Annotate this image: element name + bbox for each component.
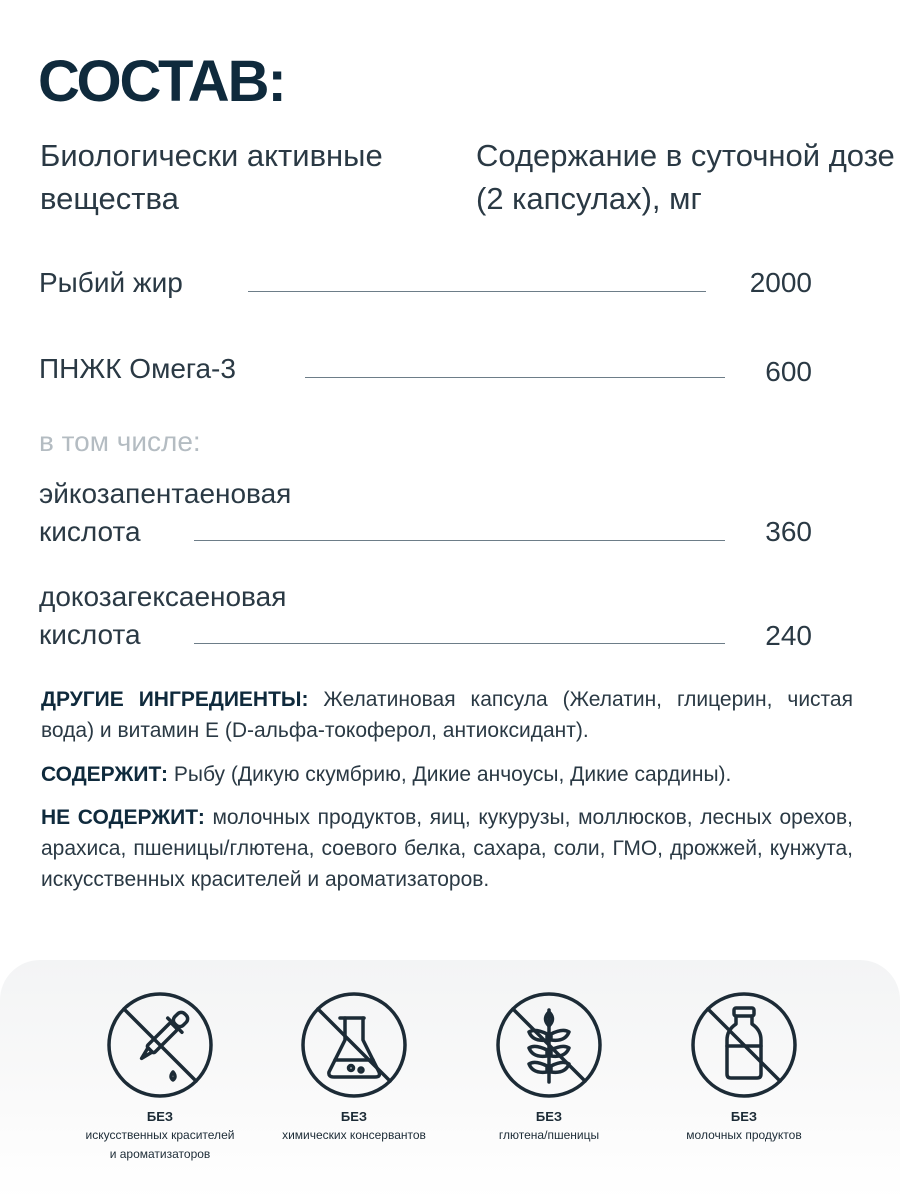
leader-line xyxy=(305,377,725,378)
badge-no-gluten xyxy=(474,990,624,1145)
badge-caption-text: молочных продуктов xyxy=(686,1128,802,1142)
page-title: СОСТАВ: xyxy=(38,49,285,114)
contains-paragraph xyxy=(41,759,853,790)
subtitle-including: в том числе: xyxy=(39,426,201,457)
other-ingredients-text: Желатиновая капсула (Желатин, глицерин, чистая вода) и витамин Е (D-альфа-токоферол, антиоксидант). xyxy=(41,688,853,742)
badge-no-dairy xyxy=(669,990,819,1145)
leader-line xyxy=(194,643,725,644)
not-contains-label: НЕ СОДЕРЖИТ: xyxy=(41,806,205,829)
contains-label: СОДЕРЖИТ: xyxy=(41,763,169,786)
row-label-omega3: ПНЖК Омега-3 xyxy=(39,353,236,384)
badge-caption-text: химических консервантов xyxy=(282,1128,426,1142)
column-header-substances: Биологически активные вещества xyxy=(40,138,383,216)
dropper-crossed-icon xyxy=(105,990,215,1100)
badge-caption-text: глютена/пшеницы xyxy=(498,1128,600,1142)
leader-line xyxy=(194,540,725,541)
badge-caption-title: БЕЗ xyxy=(340,1109,368,1124)
not-contains-paragraph xyxy=(41,802,853,895)
other-ingredients-paragraph xyxy=(41,684,853,746)
badge-caption-text: искусственных красителей и ароматизаторов xyxy=(85,1128,235,1161)
row-label-fish-oil: Рыбий жир xyxy=(39,267,183,298)
badge-caption-title: БЕЗ xyxy=(535,1109,563,1124)
badge-caption-title: БЕЗ xyxy=(730,1109,758,1124)
row-value-fish-oil: 2000 xyxy=(749,267,812,298)
flask-crossed-icon xyxy=(299,990,409,1100)
contains-text: Рыбу (Дикую скумбрию, Дикие анчоусы, Дикие сардины). xyxy=(168,763,732,786)
row-label-dha: докозагексаеновая кислота xyxy=(39,581,287,650)
row-value-epa: 360 xyxy=(765,516,812,547)
column-header-daily-dose: Содержание в суточной дозе (2 капсулах), мг xyxy=(476,138,895,216)
milk-bottle-crossed-icon xyxy=(689,990,799,1100)
not-contains-text: молочных продуктов, яиц, кукурузы, моллюсков, лесных орехов, арахиса, пшеницы/глютена, соевого белка, сахара, соли, ГМО, дрожжей, кунжута, искусственных красителей и ароматизаторов. xyxy=(41,806,853,891)
row-value-dha: 240 xyxy=(765,620,812,651)
leader-line xyxy=(248,291,706,292)
wheat-crossed-icon xyxy=(494,990,604,1100)
badge-no-dyes xyxy=(85,990,235,1164)
badge-no-preservatives xyxy=(279,990,429,1145)
row-value-omega3: 600 xyxy=(765,356,812,387)
other-ingredients-label: ДРУГИЕ ИНГРЕДИЕНТЫ: xyxy=(41,688,309,711)
badge-caption-title: БЕЗ xyxy=(146,1109,174,1124)
row-label-epa: эйкозапентаеновая кислота xyxy=(39,478,292,547)
